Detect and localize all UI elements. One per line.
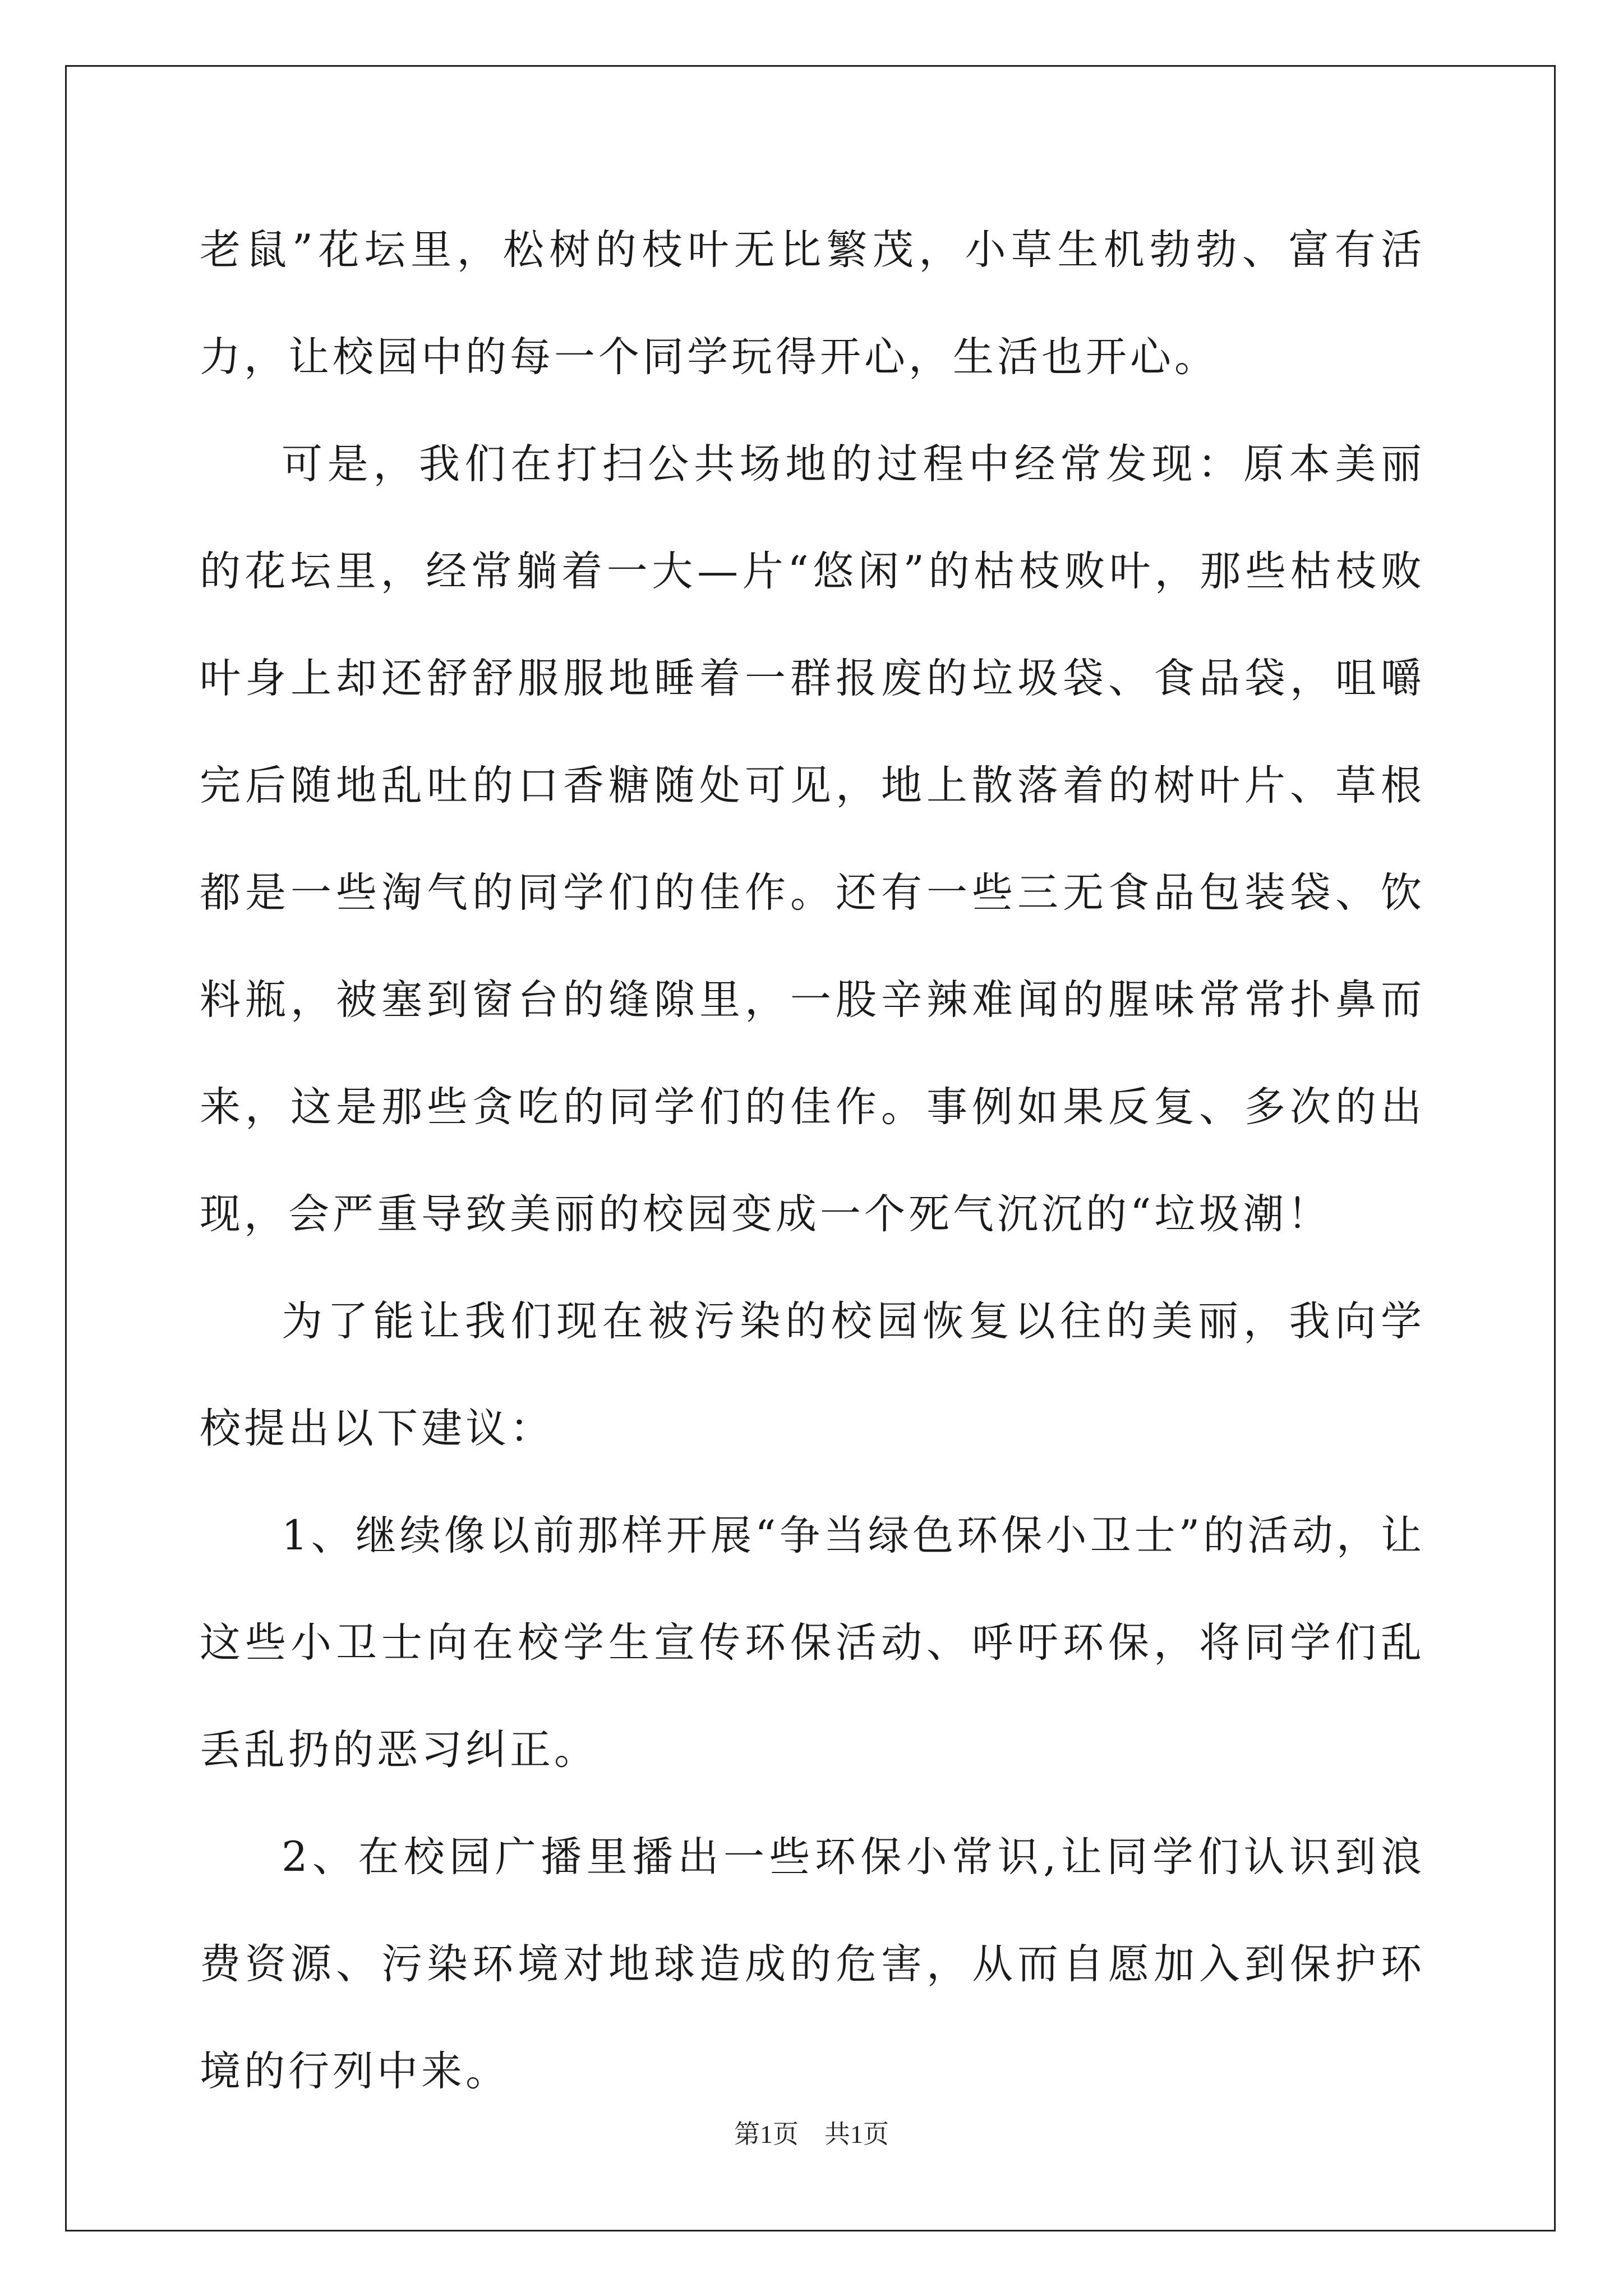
- paragraph-4: 1、继续像以前那样开展“争当绿色环保小卫士”的活动，让这些小卫士向在校学生宣传环保活动、呼吁环保，将同学们乱丢乱扔的恶习纠正。: [200, 1512, 1425, 1774]
- paragraph-5: 2、在校园广播里播出一些环保小常识,让同学们认识到浪费资源、污染环境对地球造成的危害，从而自愿加入到保护环境的行列中来。: [200, 1833, 1425, 2095]
- page-number-current: 第1页: [734, 2120, 799, 2148]
- page-footer: [0, 2114, 1623, 2151]
- paragraph-3: 为了能让我们现在被污染的校园恢复以往的美丽，我向学校提出以下建议：: [200, 1297, 1425, 1452]
- page-number-total: 共1页: [824, 2120, 889, 2148]
- document-body: [200, 196, 1425, 2125]
- paragraph-1: 老鼠”花坛里，松树的枝叶无比繁茂，小草生机勃勃、富有活力，让校园中的每一个同学玩得开心，生活也开心。: [200, 226, 1425, 381]
- paragraph-2: 可是，我们在打扫公共场地的过程中经常发现：原本美丽的花坛里，经常躺着一大—片“悠闲”的枯枝败叶，那些枯枝败叶身上却还舒舒服服地睡着一群报废的垃圾袋、食品袋，咀嚼完后随地乱吐的口香糖随处可见，地上散落着的树叶片、草根都是一些淘气的同学们的佳作。还有一些三无食品包装袋、饮料瓶，被塞到窗台的缝隙里，一股辛辣难闻的腥味常常扑鼻而来，这是那些贪吃的同学们的佳作。事例如果反复、多次的出现，会严重导致美丽的校园变成一个死气沉沉的“垃圾潮！: [200, 440, 1425, 1238]
